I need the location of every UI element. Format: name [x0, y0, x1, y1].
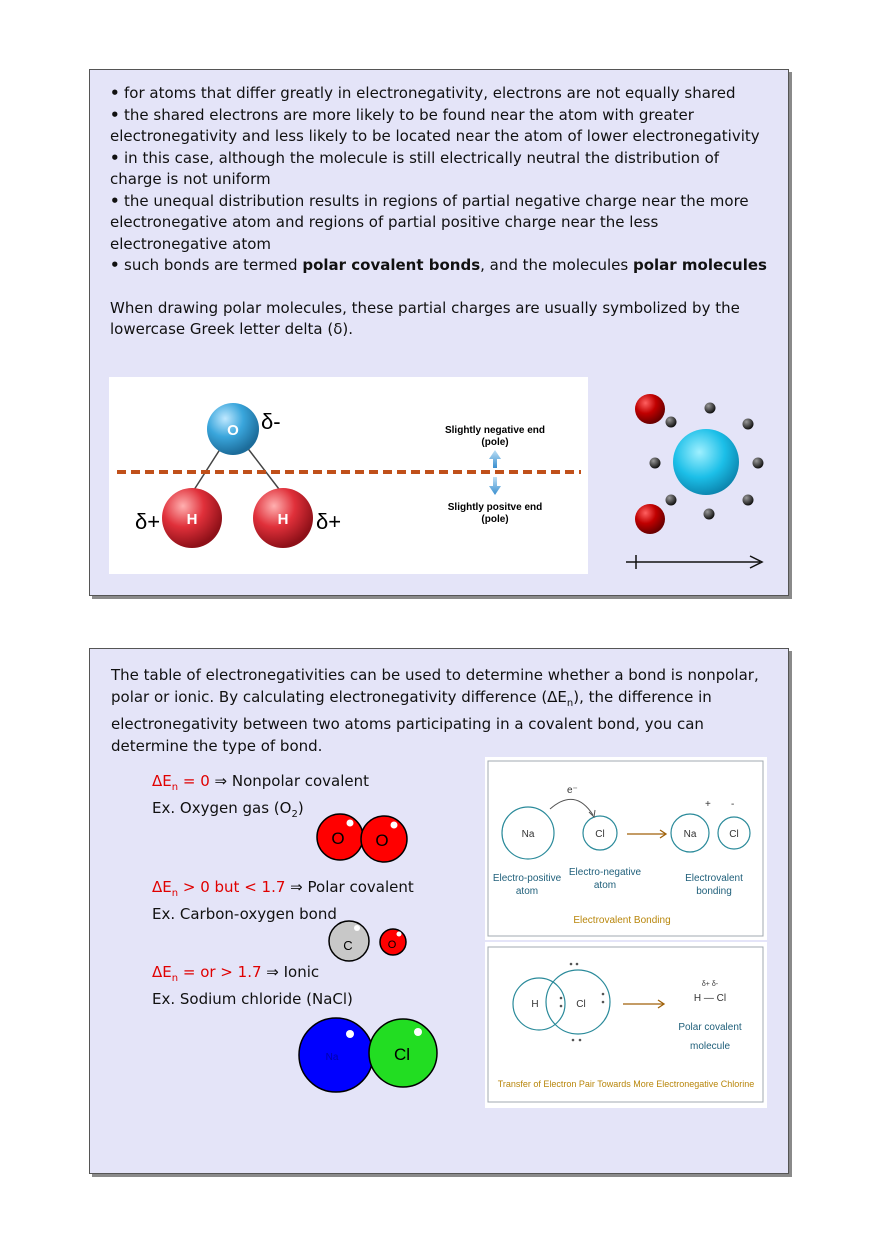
delta-positive-label: δ+ — [316, 509, 342, 534]
positive-end-label: Slightly positve end — [447, 502, 543, 513]
intro-paragraph — [111, 665, 771, 757]
electro-negative-label: Electro-negative — [568, 867, 642, 878]
rule-condition: = 0 — [178, 772, 210, 790]
hydrogen-atom-label: H — [186, 511, 198, 528]
electron-dot — [650, 458, 661, 469]
electron-dot — [576, 963, 579, 966]
polar-covalent-diagram — [485, 942, 767, 1108]
positive-end-pole: (pole) — [481, 514, 509, 525]
atom-label: Na — [325, 1052, 339, 1063]
bullet-item — [110, 255, 770, 277]
na-label: Na — [521, 829, 535, 840]
central-atom — [673, 429, 739, 495]
cl-label: Cl — [595, 829, 605, 840]
rule-example-subscript: 2 — [291, 809, 298, 820]
rule-condition: ΔE — [152, 963, 172, 981]
delta-positive-label: δ+ — [135, 509, 161, 534]
electrovalent-bonding-diagram — [485, 757, 767, 940]
rule-example: Ex. Oxygen gas (O — [152, 799, 292, 817]
partial-charge-atom — [635, 394, 665, 424]
implies-icon: ⇒ — [209, 772, 232, 790]
term-polar-molecules: polar molecules — [632, 256, 767, 274]
rule-type: Polar covalent — [307, 878, 414, 896]
cl-label: Cl — [576, 999, 586, 1010]
rule-example: ) — [297, 799, 304, 817]
electro-positive-label: Electro-positive — [492, 873, 562, 884]
electron-dot — [570, 963, 573, 966]
rule-example: Ex. Carbon-oxygen bond — [152, 905, 337, 923]
sodium-chloride-molecule — [290, 1009, 450, 1099]
bullet-item: • for atoms that differ greatly in electronegativity, electrons are not equally shared — [110, 83, 770, 105]
diagram-frame — [488, 761, 763, 936]
negative-end-pole: (pole) — [481, 437, 509, 448]
rule-type: Ionic — [283, 963, 320, 981]
polar-covalent-label: Polar covalent — [678, 1022, 742, 1033]
intro-subscript: n — [566, 697, 574, 709]
diagram-caption: Electrovalent Bonding — [573, 915, 671, 926]
electron-dot — [579, 1039, 582, 1042]
na-ion-label: Na — [683, 829, 697, 840]
electron-dot — [705, 403, 716, 414]
electron-dot — [560, 1005, 563, 1008]
partial-charge-label: δ+ δ- — [701, 981, 719, 988]
bonding-label: bonding — [696, 886, 732, 897]
bullet-item: • the shared electrons are more likely to be found near the atom with greater electronegativity and less likely to be located near the atom of lower electronegativity — [110, 105, 770, 148]
bullet-item: • the unequal distribution results in regions of partial negative charge near the more electronegative atom and regions of partial positive charge near the less electronegative atom — [110, 191, 770, 256]
bullet-text: , and the molecules — [480, 256, 633, 274]
minus-sign: - — [731, 799, 735, 810]
atom-label: C — [343, 938, 353, 953]
electron-dot — [666, 417, 677, 428]
oxygen-molecule — [290, 809, 420, 869]
rule-type: Nonpolar covalent — [231, 772, 370, 790]
intro-text: The table of electronegativities can be used to determine whether a bond is nonpolar, polar or ionic. By calculating electronegativity difference (ΔE — [111, 666, 759, 706]
negative-end-label: Slightly negative end — [444, 425, 546, 436]
electron-dot — [666, 495, 677, 506]
partial-charge-atom — [635, 504, 665, 534]
electro-positive-atom-label: atom — [515, 886, 539, 897]
implies-icon: ⇒ — [261, 963, 284, 981]
h-label: H — [531, 999, 539, 1010]
electron-dot — [753, 458, 764, 469]
electron-label: e⁻ — [567, 785, 578, 796]
rule-ionic — [152, 962, 353, 1010]
hcl-formula: H — Cl — [693, 993, 727, 1004]
rule-subscript: n — [171, 888, 179, 899]
polar-covalent-panel — [89, 69, 789, 596]
bullet-item: • in this case, although the molecule is still electrically neutral the distribution of charge is not uniform — [110, 148, 770, 191]
atom-label: O — [331, 829, 345, 848]
intro-text: ), the difference in electronegativity between two atoms participating in a covalent bond, you can determine the type of bond. — [111, 687, 712, 755]
rule-subscript: n — [171, 782, 179, 793]
rule-subscript: n — [171, 973, 179, 984]
oxygen-atom-label: O — [227, 422, 239, 439]
molecule-label: molecule — [689, 1041, 731, 1052]
electrovalent-label: Electrovalent — [685, 873, 743, 884]
highlight-dot — [391, 822, 398, 829]
highlight-dot — [354, 925, 360, 931]
atom-label: O — [375, 831, 389, 850]
highlight-dot — [346, 1030, 354, 1038]
electron-dot — [704, 509, 715, 520]
bullet-text: such bonds are termed — [124, 256, 303, 274]
rule-condition: ΔE — [152, 772, 172, 790]
highlight-dot — [414, 1028, 422, 1036]
delta-negative-label: δ- — [261, 409, 281, 434]
rule-example: Ex. Sodium chloride (NaCl) — [152, 990, 353, 1008]
plus-sign: + — [705, 799, 711, 810]
electron-dot — [602, 993, 605, 996]
bond-type-panel — [89, 648, 789, 1174]
electro-negative-atom-label: atom — [593, 880, 617, 891]
electron-dot — [602, 1001, 605, 1004]
rule-condition: = or > 1.7 — [178, 963, 262, 981]
diagram-caption: Transfer of Electron Pair Towards More Electronegative Chlorine — [497, 1079, 755, 1089]
rule-condition: > 0 but < 1.7 — [178, 878, 286, 896]
electron-dot — [572, 1039, 575, 1042]
water-polarity-figure — [109, 377, 588, 574]
electron-dot — [743, 419, 754, 430]
atom-label: O — [387, 939, 397, 951]
polar-molecule-diagram — [620, 388, 770, 578]
bullet-list — [110, 83, 770, 341]
hydrogen-atom-label: H — [277, 511, 289, 528]
rule-condition: ΔE — [152, 878, 172, 896]
atom-label: Cl — [393, 1045, 411, 1064]
cl-ion-label: Cl — [729, 829, 739, 840]
term-polar-covalent-bonds: polar covalent bonds — [302, 256, 481, 274]
carbon-oxygen-molecule — [320, 917, 420, 963]
implies-icon: ⇒ — [285, 878, 308, 896]
delta-paragraph: When drawing polar molecules, these partial charges are usually symbolized by the lowercase Greek letter delta (δ). — [110, 298, 740, 338]
highlight-dot — [397, 932, 402, 937]
highlight-dot — [347, 820, 354, 827]
electron-dot — [560, 997, 563, 1000]
electron-dot — [743, 495, 754, 506]
